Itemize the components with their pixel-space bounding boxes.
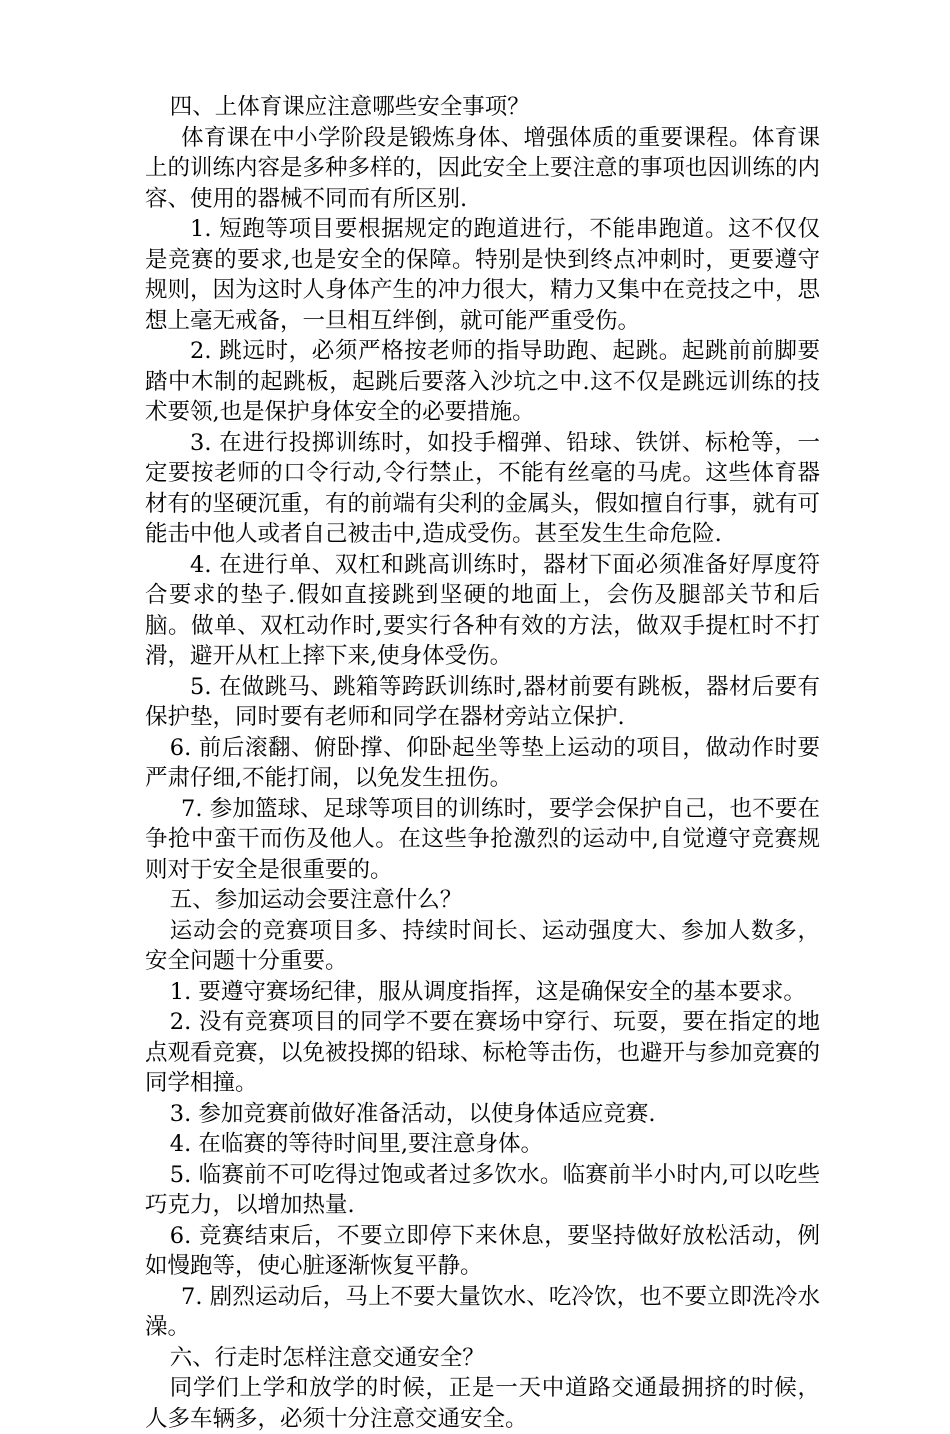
list-item: 3. 在进行投掷训练时，如投手榴弹、铅球、铁饼、标枪等，一定要按老师的口令行动,令行禁止，不能有丝毫的马虎。这些体育器材有的坚硬沉重，有的前端有尖利的金属头，假如擅自行事，就有可能击中他人或者自己被击中,造成受伤。甚至发生生命危险. [145,429,821,547]
section-heading-4: 四、上体育课应注意哪些安全事项？ [169,94,530,120]
document-body [145,92,820,1434]
section-heading-6: 六、行走时怎样注意交通安全？ [169,1344,485,1371]
list-item: 3. 参加竞赛前做好准备活动，以使身体适应竞赛. [169,1100,656,1127]
paragraph: 同学们上学和放学的时候，正是一天中道路交通最拥挤的时候，人多车辆多，必须十分注意交通安全。 [145,1375,820,1432]
list-item: 2. 没有竞赛项目的同学不要在赛场中穿行、玩耍，要在指定的地点观看竞赛，以免被投掷的铅球、标枪等击伤，也避开与参加竞赛的同学相撞。 [145,1009,821,1096]
paragraph: 运动会的竞赛项目多、持续时间长、运动强度大、参加人数多，安全问题十分重要。 [145,917,820,974]
list-item: 1. 要遵守赛场纪律，服从调度指挥，这是确保安全的基本要求。 [169,978,806,1005]
section-heading-5: 五、参加运动会要注意什么？ [169,887,463,913]
list-item: 2. 跳远时，必须严格按老师的指导助跑、起跳。起跳前前脚要踏中木制的起跳板，起跳后要落入沙坑之中.这不仅是跳远训练的技术要领,也是保护身体安全的必要措施。 [145,338,820,425]
list-item: 7. 参加篮球、足球等项目的训练时，要学会保护自己，也不要在争抢中蛮干而伤及他人。在这些争抢激烈的运动中,自觉遵守竞赛规则对于安全是很重要的。 [145,795,820,883]
list-item: 5. 临赛前不可吃得过饱或者过多饮水。临赛前半小时内,可以吃些巧克力，以增加热量. [145,1161,820,1218]
list-item: 6. 竞赛结束后，不要立即停下来休息，要坚持做好放松活动，例如慢跑等，使心脏逐渐恢复平静。 [145,1222,820,1279]
list-item: 7. 剧烈运动后，马上不要大量饮水、吃冷饮，也不要立即洗冷水澡。 [145,1283,820,1340]
list-item: 4. 在临赛的等待时间里,要注意身体。 [169,1131,544,1157]
paragraph: 体育课在中小学阶段是锻炼身体、增强体质的重要课程。体育课上的训练内容是多种多样的，因此安全上要注意的事项也因训练的内容、使用的器械不同而有所区别. [145,124,821,212]
list-item: 5. 在做跳马、跳箱等跨跃训练时,器材前要有跳板，器材后要有保护垫，同时要有老师和同学在器材旁站立保护. [145,673,820,730]
list-item: 6. 前后滚翻、俯卧撑、仰卧起坐等垫上运动的项目，做动作时要严肃仔细,不能打闹，以免发生扭伤。 [145,734,820,791]
list-item: 1. 短跑等项目要根据规定的跑道进行，不能串跑道。这不仅仅是竞赛的要求,也是安全的保障。特别是快到终点冲刺时，更要遵守规则，因为这时人身体产生的冲力很大，精力又集中在竞技之中，思想上毫无戒备，一旦相互绊倒，就可能严重受伤。 [145,216,821,334]
list-item: 4. 在进行单、双杠和跳高训练时，器材下面必须准备好厚度符合要求的垫子.假如直接跳到坚硬的地面上，会伤及腿部关节和后脑。做单、双杠动作时,要实行各种有效的方法，做双手提杠时不打滑，避开从杠上摔下来,使身体受伤。 [145,551,820,669]
